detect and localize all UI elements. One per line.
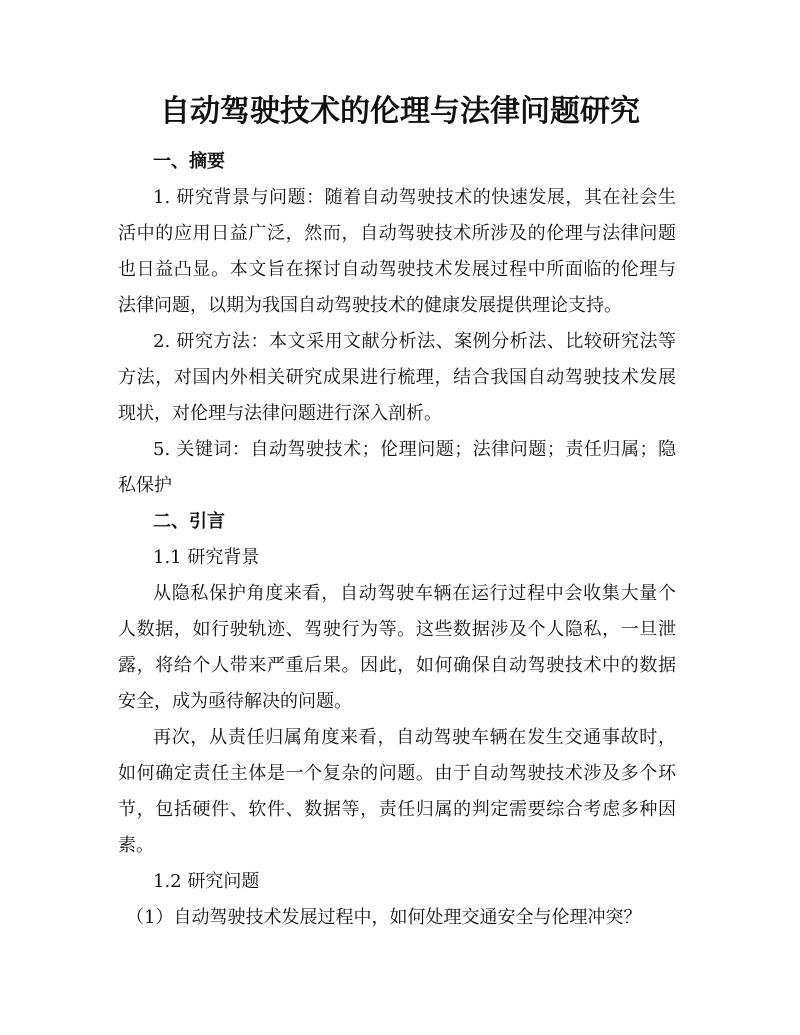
document-title: 自动驾驶技术的伦理与法律问题研究 (160, 94, 640, 129)
text-line: 节，包括硬件、软件、数据等，责任归属的判定需要综合考虑多种因 (118, 799, 676, 820)
text-line: 5. 关键词：自动驾驶技术；伦理问题；法律问题；责任归属；隐 (153, 439, 676, 460)
paragraph (118, 180, 676, 324)
text-line: 方法，对国内外相关研究成果进行梳理，结合我国自动驾驶技术发展 (118, 367, 676, 388)
document-body (118, 144, 676, 936)
text-line: 私保护 (118, 475, 172, 496)
subsection-heading (118, 540, 676, 576)
text-line: 安全，成为亟待解决的问题。 (118, 691, 352, 712)
text-line: 二、引言 (153, 511, 225, 532)
text-line: 现状，对伦理与法律问题进行深入剖析。 (118, 403, 442, 424)
text-line: 如何确定责任主体是一个复杂的问题。由于自动驾驶技术涉及多个环 (118, 763, 676, 784)
text-line: 从隐私保护角度来看，自动驾驶车辆在运行过程中会收集大量个 (153, 583, 676, 604)
text-line: 一、摘要 (153, 151, 225, 172)
text-line: 再次，从责任归属角度来看，自动驾驶车辆在发生交通事故时， (153, 727, 676, 748)
text-line: 也日益凸显。本文旨在探讨自动驾驶技术发展过程中所面临的伦理与 (118, 259, 676, 280)
paragraph (118, 432, 676, 504)
subsection-heading (118, 864, 676, 900)
text-line: 活中的应用日益广泛，然而，自动驾驶技术所涉及的伦理与法律问题 (118, 223, 676, 244)
paragraph (118, 720, 676, 864)
research-question (118, 900, 676, 936)
text-line: 1.2 研究问题 (153, 871, 260, 892)
text-line: 1.1 研究背景 (153, 547, 260, 568)
text-line: 露，将给个人带来严重后果。因此，如何确保自动驾驶技术中的数据 (118, 655, 676, 676)
text-line: 法律问题，以期为我国自动驾驶技术的健康发展提供理论支持。 (118, 295, 622, 316)
paragraph (118, 576, 676, 720)
section-heading (118, 504, 676, 540)
section-heading (118, 144, 676, 180)
text-line: 人数据，如行驶轨迹、驾驶行为等。这些数据涉及个人隐私，一旦泄 (118, 619, 676, 640)
paragraph (118, 324, 676, 432)
text-line: （1）自动驾驶技术发展过程中，如何处理交通安全与伦理冲突？ (126, 907, 642, 928)
text-line: 素。 (118, 835, 154, 856)
text-line: 2. 研究方法：本文采用文献分析法、案例分析法、比较研究法等 (153, 331, 676, 352)
text-line: 1. 研究背景与问题：随着自动驾驶技术的快速发展，其在社会生 (153, 187, 676, 208)
